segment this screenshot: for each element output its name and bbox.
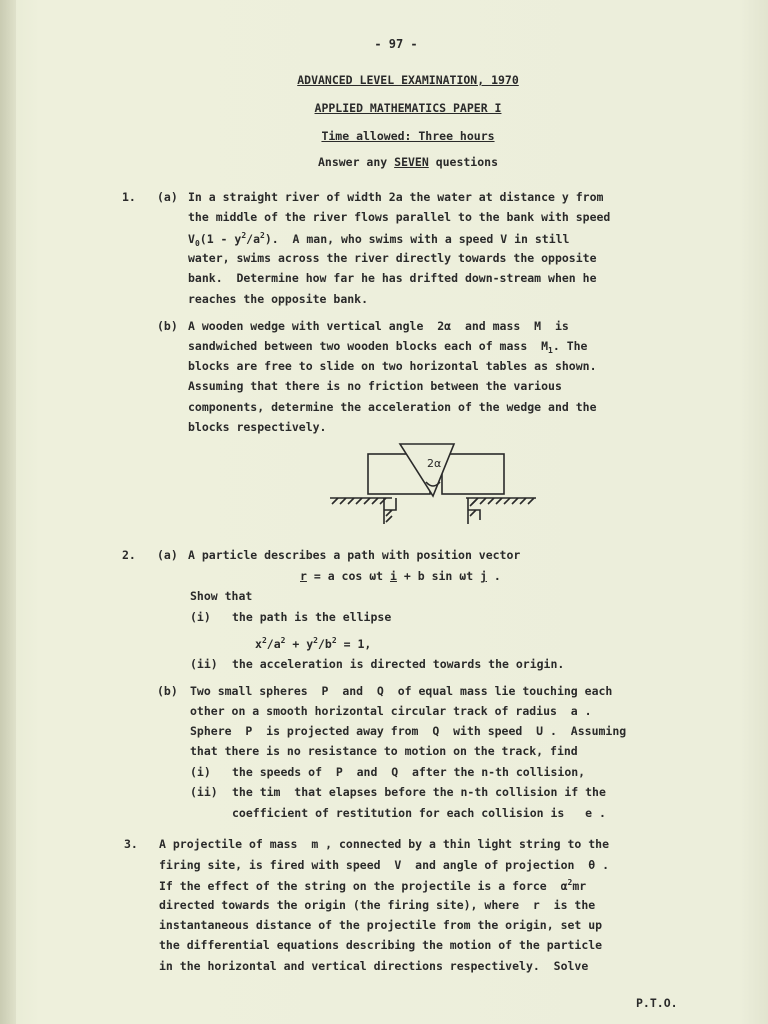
q2b-ii-text2: coefficient of restitution for each collision is e . [232, 806, 606, 820]
q3-line: the differential equations describing the motion of the particle [159, 938, 603, 952]
q1b-line: Assuming that there is no friction between the various [188, 379, 562, 393]
left-support [384, 498, 396, 524]
q3-line: instantaneous distance of the projectile from the origin, set up [159, 918, 603, 932]
q3-sup: 2 [567, 878, 573, 887]
eq-sup: 2 [313, 636, 318, 645]
q1b-line: blocks respectively. [188, 420, 327, 434]
q1a-line: water, swims across the river directly towards the opposite [188, 251, 597, 265]
q1a-line: In a straight river of width 2a the water at distance y from [188, 190, 604, 204]
q3-line: firing site, is fired with speed V and angle of projection θ . [159, 858, 610, 872]
eq-sup: 2 [280, 636, 286, 645]
right-block [442, 454, 504, 494]
q2a-i-text: the path is the ellipse [232, 610, 392, 624]
q3-line: directed towards the origin (the firing site), where r is the [159, 898, 596, 912]
q1b-sub: 1 [548, 346, 553, 355]
q1a-part: (1 - y [199, 232, 242, 246]
page-edge [0, 0, 16, 1024]
q2b-label: (b) [157, 684, 178, 698]
q2a-i-label: (i) [190, 610, 211, 624]
right-hatching [472, 498, 534, 504]
q2a-label: (a) [157, 548, 178, 562]
q1b-label: (b) [157, 319, 178, 333]
time-allowed: Time allowed: Three hours [321, 129, 495, 143]
page-number: - 97 - [374, 37, 418, 51]
position-vector-eq [300, 569, 501, 583]
instructions [0, 155, 768, 169]
q2b-i-text: the speeds of P and Q after the n-th collision, [232, 765, 586, 779]
q1a-part: /a [246, 232, 260, 246]
q2b-line: Sphere P is projected away from Q with speed U . Assuming [190, 724, 627, 738]
q1b-part: . The [552, 339, 588, 353]
angle-label: 2α [427, 457, 442, 470]
eq-part: = a cos ωt [306, 569, 391, 583]
q1a-sup: 2 [260, 231, 265, 240]
show-that: Show that [190, 589, 253, 603]
q2a-ii-label: (ii) [190, 657, 218, 671]
instr-post: questions [428, 155, 499, 169]
ellipse-eq [255, 636, 371, 651]
paper-title: APPLIED MATHEMATICS PAPER I [314, 101, 502, 115]
eq-part: /b [317, 637, 332, 651]
vec-i: i [390, 569, 397, 583]
q2a-ii-text: the acceleration is directed towards the origin. [232, 657, 565, 671]
q1b-line: A wooden wedge with vertical angle 2α and mass M is [188, 319, 569, 333]
eq-part: . [487, 569, 501, 583]
q1b-line-mass [188, 339, 587, 355]
question-2-number: 2. [122, 548, 136, 562]
q3-part: mr [572, 879, 587, 893]
q1a-line: reaches the opposite bank. [188, 292, 369, 306]
q2b-i-label: (i) [190, 765, 211, 779]
q1a-line-formula [188, 231, 569, 248]
eq-part: + b sin ωt [396, 569, 481, 583]
q2b-line: that there is no resistance to motion on the track, find [190, 744, 578, 758]
q1b-line: blocks are free to slide on two horizontal tables as shown. [188, 359, 597, 373]
q1a-line: bank. Determine how far he has drifted down-stream when he [188, 271, 597, 285]
q1a-sub: 0 [194, 239, 200, 248]
please-turn-over: P.T.O. [636, 996, 678, 1010]
eq-part: + y [285, 637, 314, 651]
eq-part: /a [266, 637, 281, 651]
wedge [400, 444, 454, 496]
q3-line: A projectile of mass m , connected by a thin light string to the [159, 837, 610, 851]
left-hatching [332, 498, 386, 504]
q2b-ii-text: the tim that elapses before the n-th collision if the [232, 785, 606, 799]
q1a-v: V [188, 232, 195, 246]
instr-word: SEVEN [394, 155, 429, 169]
eq-part: = 1, [336, 637, 372, 651]
q1a-label: (a) [157, 190, 178, 204]
right-support [468, 498, 480, 524]
q1a-line: the middle of the river flows parallel to the bank with speed [188, 210, 611, 224]
eq-sup: 2 [261, 636, 267, 645]
wedge-diagram [326, 440, 542, 530]
q3-line-force [159, 878, 586, 893]
eq-part: x [255, 637, 262, 651]
q1b-line: components, determine the acceleration of the wedge and the [188, 400, 597, 414]
question-3-number: 3. [124, 837, 138, 851]
q1a-sup: 2 [241, 231, 247, 240]
q2b-line: Two small spheres P and Q of equal mass lie touching each [190, 684, 613, 698]
q2a-line: A particle describes a path with position vector [188, 548, 521, 562]
q1a-part: ). A man, who swims with a speed V in still [264, 232, 570, 246]
exam-title: ADVANCED LEVEL EXAMINATION, 1970 [297, 73, 519, 87]
vec-r: r [300, 569, 307, 583]
instr-pre: Answer any [317, 155, 395, 169]
eq-sup: 2 [331, 636, 337, 645]
question-1-number: 1. [122, 190, 136, 204]
q3-line: in the horizontal and vertical directions respectively. Solve [159, 959, 589, 973]
q2b-line: other on a smooth horizontal circular track of radius a . [190, 704, 592, 718]
q2b-ii-label: (ii) [190, 785, 218, 799]
q1b-part: sandwiched between two wooden blocks each of mass M [188, 339, 549, 353]
q3-part: If the effect of the string on the projectile is a force α [159, 879, 568, 893]
vec-j: j [480, 569, 487, 583]
